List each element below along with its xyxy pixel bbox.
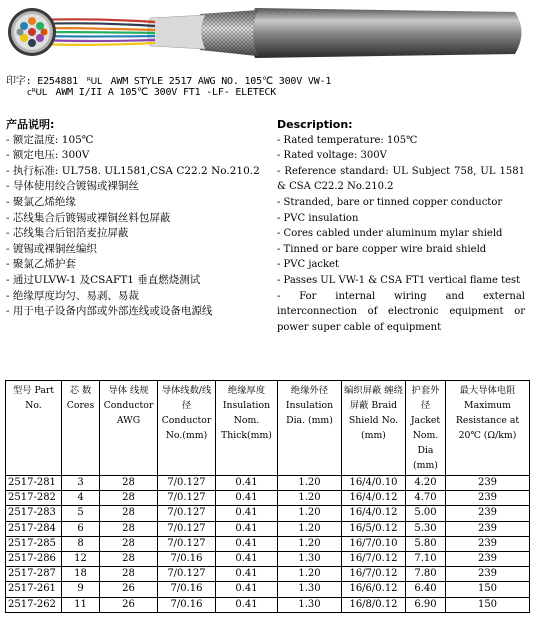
table-cell: 239 <box>446 506 530 521</box>
en-item: - For internal wiring and external interconnection of electronic equipment or power super cable of equipment <box>277 290 525 333</box>
header-jacket-dia: 护套外径 Jacket Nom. Dia (mm) <box>406 381 446 476</box>
cul-logo: cᴿUL <box>27 88 47 98</box>
en-item: - Rated temperature: 105℃ <box>277 134 418 146</box>
print-line1-text: AWM STYLE 2517 AWG NO. 105℃ 300V VW-1 <box>104 76 332 87</box>
table-cell: 239 <box>446 536 530 551</box>
cn-item: - 聚氯乙烯护套 <box>6 258 76 271</box>
print-marking-line-2 <box>24 87 276 98</box>
table-cell: 2517-285 <box>6 536 62 551</box>
cn-item: - 额定电压: 300V <box>6 149 90 162</box>
table-cell: 239 <box>446 551 530 566</box>
table-cell: 26 <box>100 597 158 612</box>
table-header-row <box>6 381 530 476</box>
table-cell: 5 <box>62 506 100 521</box>
table-cell: 0.41 <box>216 551 278 566</box>
table-cell: 6.40 <box>406 582 446 597</box>
table-cell: 2517-262 <box>6 597 62 612</box>
table-cell: 0.41 <box>216 536 278 551</box>
header-braid-shield: 编织屏蔽 缠绕屏蔽 Braid Shield No. (mm) <box>342 381 406 476</box>
table-cell: 150 <box>446 597 530 612</box>
table-cell: 0.41 <box>216 567 278 582</box>
table-cell: 5.00 <box>406 506 446 521</box>
en-item: - Passes UL VW-1 & CSA FT1 vertical flame test <box>277 274 521 286</box>
table-cell: 3 <box>62 476 100 491</box>
table-cell: 0.41 <box>216 476 278 491</box>
table-cell: 1.30 <box>278 597 342 612</box>
table-row <box>6 597 530 612</box>
cn-item: - 额定温度: 105℃ <box>6 133 94 146</box>
table-cell: 239 <box>446 491 530 506</box>
table-cell: 16/5/0.12 <box>342 521 406 536</box>
en-item: - PVC jacket <box>277 259 339 271</box>
table-cell: 2517-287 <box>6 567 62 582</box>
table-cell: 28 <box>100 521 158 536</box>
table-cell: 5.30 <box>406 521 446 536</box>
en-item: - Tinned or bare copper wire braid shield <box>277 243 487 255</box>
header-insulation-thick: 绝缘厚度 Insulation Nom. Thick(mm) <box>216 381 278 476</box>
table-cell: 8 <box>62 536 100 551</box>
table-cell: 2517-284 <box>6 521 62 536</box>
table-cell: 7.80 <box>406 567 446 582</box>
table-cell: 239 <box>446 476 530 491</box>
table-cell: 4.70 <box>406 491 446 506</box>
cn-item: - 镀锡或裸铜丝编织 <box>6 242 97 255</box>
table-cell: 7.10 <box>406 551 446 566</box>
en-item: - Reference standard: UL Subject 758, UL 1581 & CSA C22.2 No.210.2 <box>277 165 525 193</box>
cable-jacket <box>250 8 522 58</box>
table-cell: 28 <box>100 491 158 506</box>
table-cell: 2517-283 <box>6 506 62 521</box>
table-cell: 28 <box>100 476 158 491</box>
table-cell: 7/0.127 <box>158 567 216 582</box>
cn-item: - 绝缘厚度均匀、易剥、易裁 <box>6 289 139 302</box>
table-cell: 239 <box>446 567 530 582</box>
table-cell: 0.41 <box>216 521 278 536</box>
cn-item: - 用于电子设备内部或外部连线或设备电源线 <box>6 305 213 318</box>
table-cell: 1.20 <box>278 476 342 491</box>
ul-logo: ᴿUL <box>86 77 102 87</box>
table-cell: 6 <box>62 521 100 536</box>
table-cell: 7/0.127 <box>158 506 216 521</box>
table-cell: 11 <box>62 597 100 612</box>
en-item: - PVC insulation <box>277 212 359 224</box>
table-cell: 28 <box>100 536 158 551</box>
table-cell: 1.20 <box>278 567 342 582</box>
table-cell: 28 <box>100 551 158 566</box>
print-marking-line-1 <box>6 72 331 87</box>
table-cell: 4.20 <box>406 476 446 491</box>
table-body <box>6 476 530 613</box>
table-cell: 16/4/0.12 <box>342 506 406 521</box>
table-cell: 16/4/0.12 <box>342 491 406 506</box>
english-heading: Description: <box>277 118 353 131</box>
table-row <box>6 582 530 597</box>
table-cell: 4 <box>62 491 100 506</box>
table-cell: 16/8/0.12 <box>342 597 406 612</box>
table-cell: 28 <box>100 506 158 521</box>
table-cell: 1.20 <box>278 521 342 536</box>
table-cell: 0.41 <box>216 582 278 597</box>
table-cell: 12 <box>62 551 100 566</box>
table-row <box>6 506 530 521</box>
table-cell: 239 <box>446 521 530 536</box>
spec-table <box>5 380 530 613</box>
table-cell: 16/7/0.12 <box>342 551 406 566</box>
chinese-heading: 产品说明: <box>6 118 55 131</box>
table-cell: 16/6/0.12 <box>342 582 406 597</box>
cn-item: - 聚氯乙烯绝缘 <box>6 195 76 208</box>
en-item: - Rated voltage: 300V <box>277 150 387 162</box>
table-cell: 7/0.127 <box>158 521 216 536</box>
cable-illustration <box>0 0 533 64</box>
table-cell: 6.90 <box>406 597 446 612</box>
table-cell: 7/0.127 <box>158 476 216 491</box>
table-cell: 2517-286 <box>6 551 62 566</box>
print-label: 印字: <box>6 76 32 87</box>
table-row <box>6 491 530 506</box>
table-cell: 150 <box>446 582 530 597</box>
table-cell: 0.41 <box>216 506 278 521</box>
cn-item: - 执行标准: UL758. UL1581,CSA C22.2 No.210.2 <box>6 164 260 177</box>
table-cell: 7/0.16 <box>158 597 216 612</box>
header-max-resistance: 最大导体电阻Maximum Resistance at 20℃ (Ω/km) <box>446 381 530 476</box>
table-cell: 16/4/0.10 <box>342 476 406 491</box>
table-cell: 26 <box>100 582 158 597</box>
header-part-no: 型号 Part No. <box>6 381 62 476</box>
table-cell: 18 <box>62 567 100 582</box>
table-cell: 5.80 <box>406 536 446 551</box>
table-cell: 16/7/0.12 <box>342 567 406 582</box>
table-row <box>6 567 530 582</box>
table-cell: 9 <box>62 582 100 597</box>
table-cell: 1.20 <box>278 491 342 506</box>
cn-item: - 通过ULVW-1 及CSAFT1 垂直燃烧测试 <box>6 273 201 286</box>
table-row <box>6 551 530 566</box>
table-cell: 1.30 <box>278 582 342 597</box>
table-cell: 7/0.16 <box>158 551 216 566</box>
cn-item: - 芯线集合后铝箔麦拉屏蔽 <box>6 227 129 240</box>
table-cell: 2517-261 <box>6 582 62 597</box>
table-row <box>6 476 530 491</box>
print-line2-text: AWM I/II A 105℃ 300V FT1 -LF- ELETECK <box>49 87 277 98</box>
table-cell: 7/0.127 <box>158 491 216 506</box>
table-cell: 28 <box>100 567 158 582</box>
chinese-description <box>6 117 264 320</box>
header-conductor-awg: 导体 线规 Conductor AWG <box>100 381 158 476</box>
table-cell: 16/7/0.10 <box>342 536 406 551</box>
en-item: - Cores cabled under aluminum mylar shield <box>277 228 503 240</box>
table-cell: 2517-282 <box>6 491 62 506</box>
print-file-no: E254881 <box>37 76 84 87</box>
en-item: - Stranded, bare or tinned copper conductor <box>277 196 503 208</box>
header-conductor-no: 导体线数/线径 Conductor No.(mm) <box>158 381 216 476</box>
table-cell: 0.41 <box>216 491 278 506</box>
table-cell: 7/0.127 <box>158 536 216 551</box>
table-cell: 1.20 <box>278 536 342 551</box>
table-row <box>6 536 530 551</box>
cn-item: - 芯线集合后镀锡或裸铜丝料包屏蔽 <box>6 211 171 224</box>
header-cores: 芯 数 Cores <box>62 381 100 476</box>
cn-item: - 导体使用绞合镀锡或裸铜丝 <box>6 180 139 193</box>
table-cell: 2517-281 <box>6 476 62 491</box>
table-row <box>6 521 530 536</box>
table-cell: 1.30 <box>278 551 342 566</box>
english-description <box>277 117 525 335</box>
table-cell: 0.41 <box>216 597 278 612</box>
table-cell: 1.20 <box>278 506 342 521</box>
header-insulation-dia: 绝缘外径 Insulation Dia. (mm) <box>278 381 342 476</box>
table-cell: 7/0.16 <box>158 582 216 597</box>
